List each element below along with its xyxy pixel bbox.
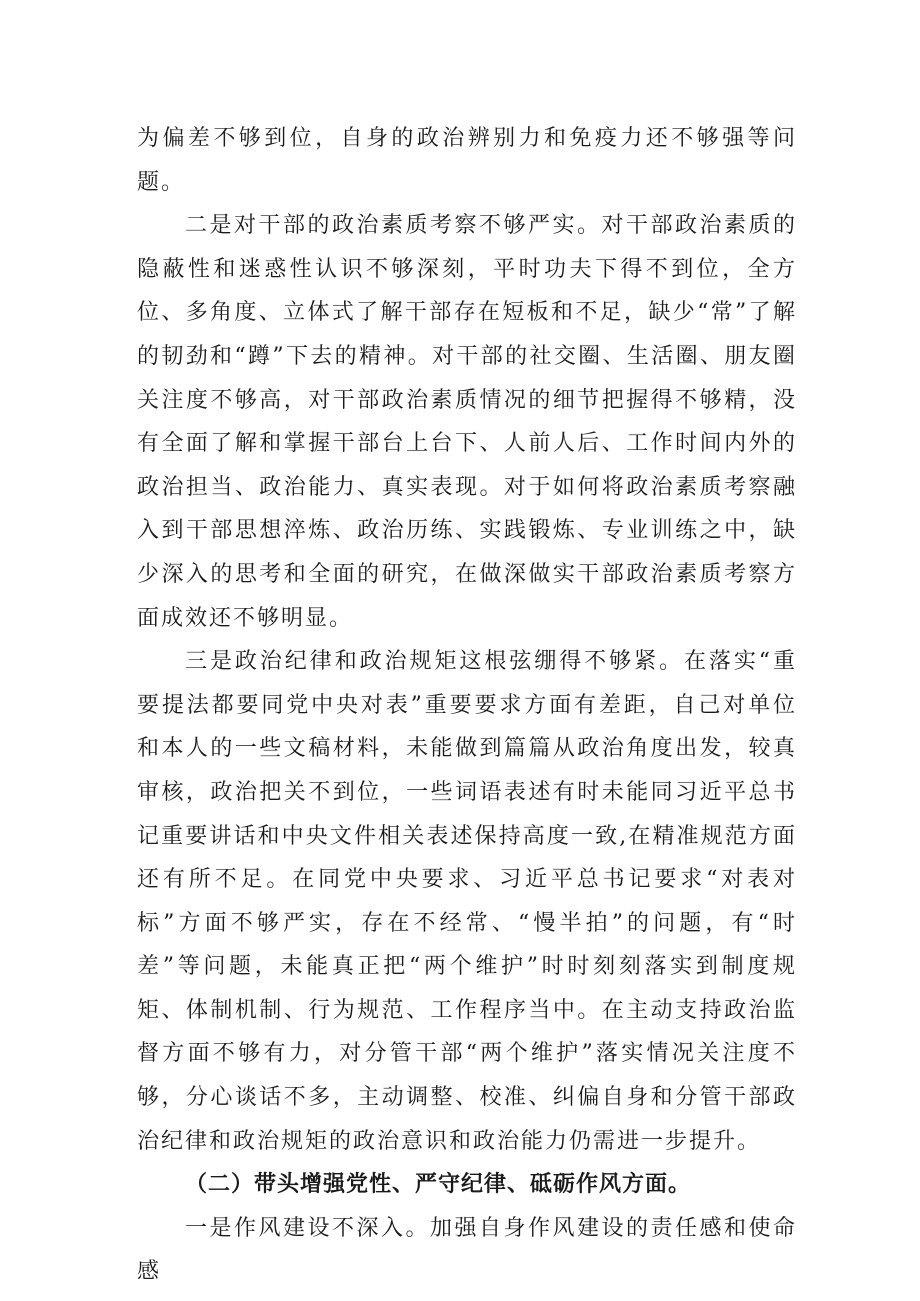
document-body bbox=[137, 117, 797, 1294]
section-heading: （二）带头增强党性、严守纪律、砥砺作风方面。 bbox=[185, 1172, 692, 1198]
paragraph-political-discipline: 三是政治纪律和政治规矩这根弦绷得不够紧。在落实“重要提法都要同党中央对表”重要要求方面有差距，自己对单位和本人的一些文稿材料，未能做到篇篇从政治角度出发，较真审核，政治把关不到位，一些词语表述有时未能同习近平总书记重要讲话和中央文件相关表述保持高度一致,在精准规范方面还有所不足。在同党中央要求、习近平总书记要求“对表对标”方面不够严实，存在不经常、“慢半拍”的问题，有“时差”等问题，未能真正把“两个维护”时时刻刻落实到制度规矩、体制机制、行为规范、工作程序当中。在主动支持政治监督方面不够有力，对分管干部“两个维护”落实情况关注度不够，分心谈话不多，主动调整、校准、纠偏自身和分管干部政治纪律和政治规矩的政治意识和政治能力仍需进一步提升。 bbox=[137, 649, 797, 1154]
paragraph-cadre-political-quality: 二是对干部的政治素质考察不够严实。对干部政治素质的隐蔽性和迷惑性认识不够深刻，平时功夫下得不到位，全方位、多角度、立体式了解干部存在短板和不足，缺少“常”了解的韧劲和“蹲”下去的精神。对干部的社交圈、生活圈、朋友圈关注度不够高，对干部政治素质情况的细节把握得不够精，没有全面了解和掌握干部台上台下、人前人后、工作时间内外的政治担当、政治能力、真实表现。对于如何将政治素质考察融入到干部思想淬炼、政治历练、实践锻炼、专业训练之中，缺少深入的思考和全面的研究，在做深做实干部政治素质考察方面成效还不够明显。 bbox=[137, 213, 797, 631]
paragraph-continuation: 为偏差不够到位，自身的政治辨别力和免疫力还不够强等问题。 bbox=[137, 126, 797, 195]
paragraph-work-style: 一是作风建设不深入。加强自身作风建设的责任感和使命感 bbox=[137, 1215, 797, 1285]
